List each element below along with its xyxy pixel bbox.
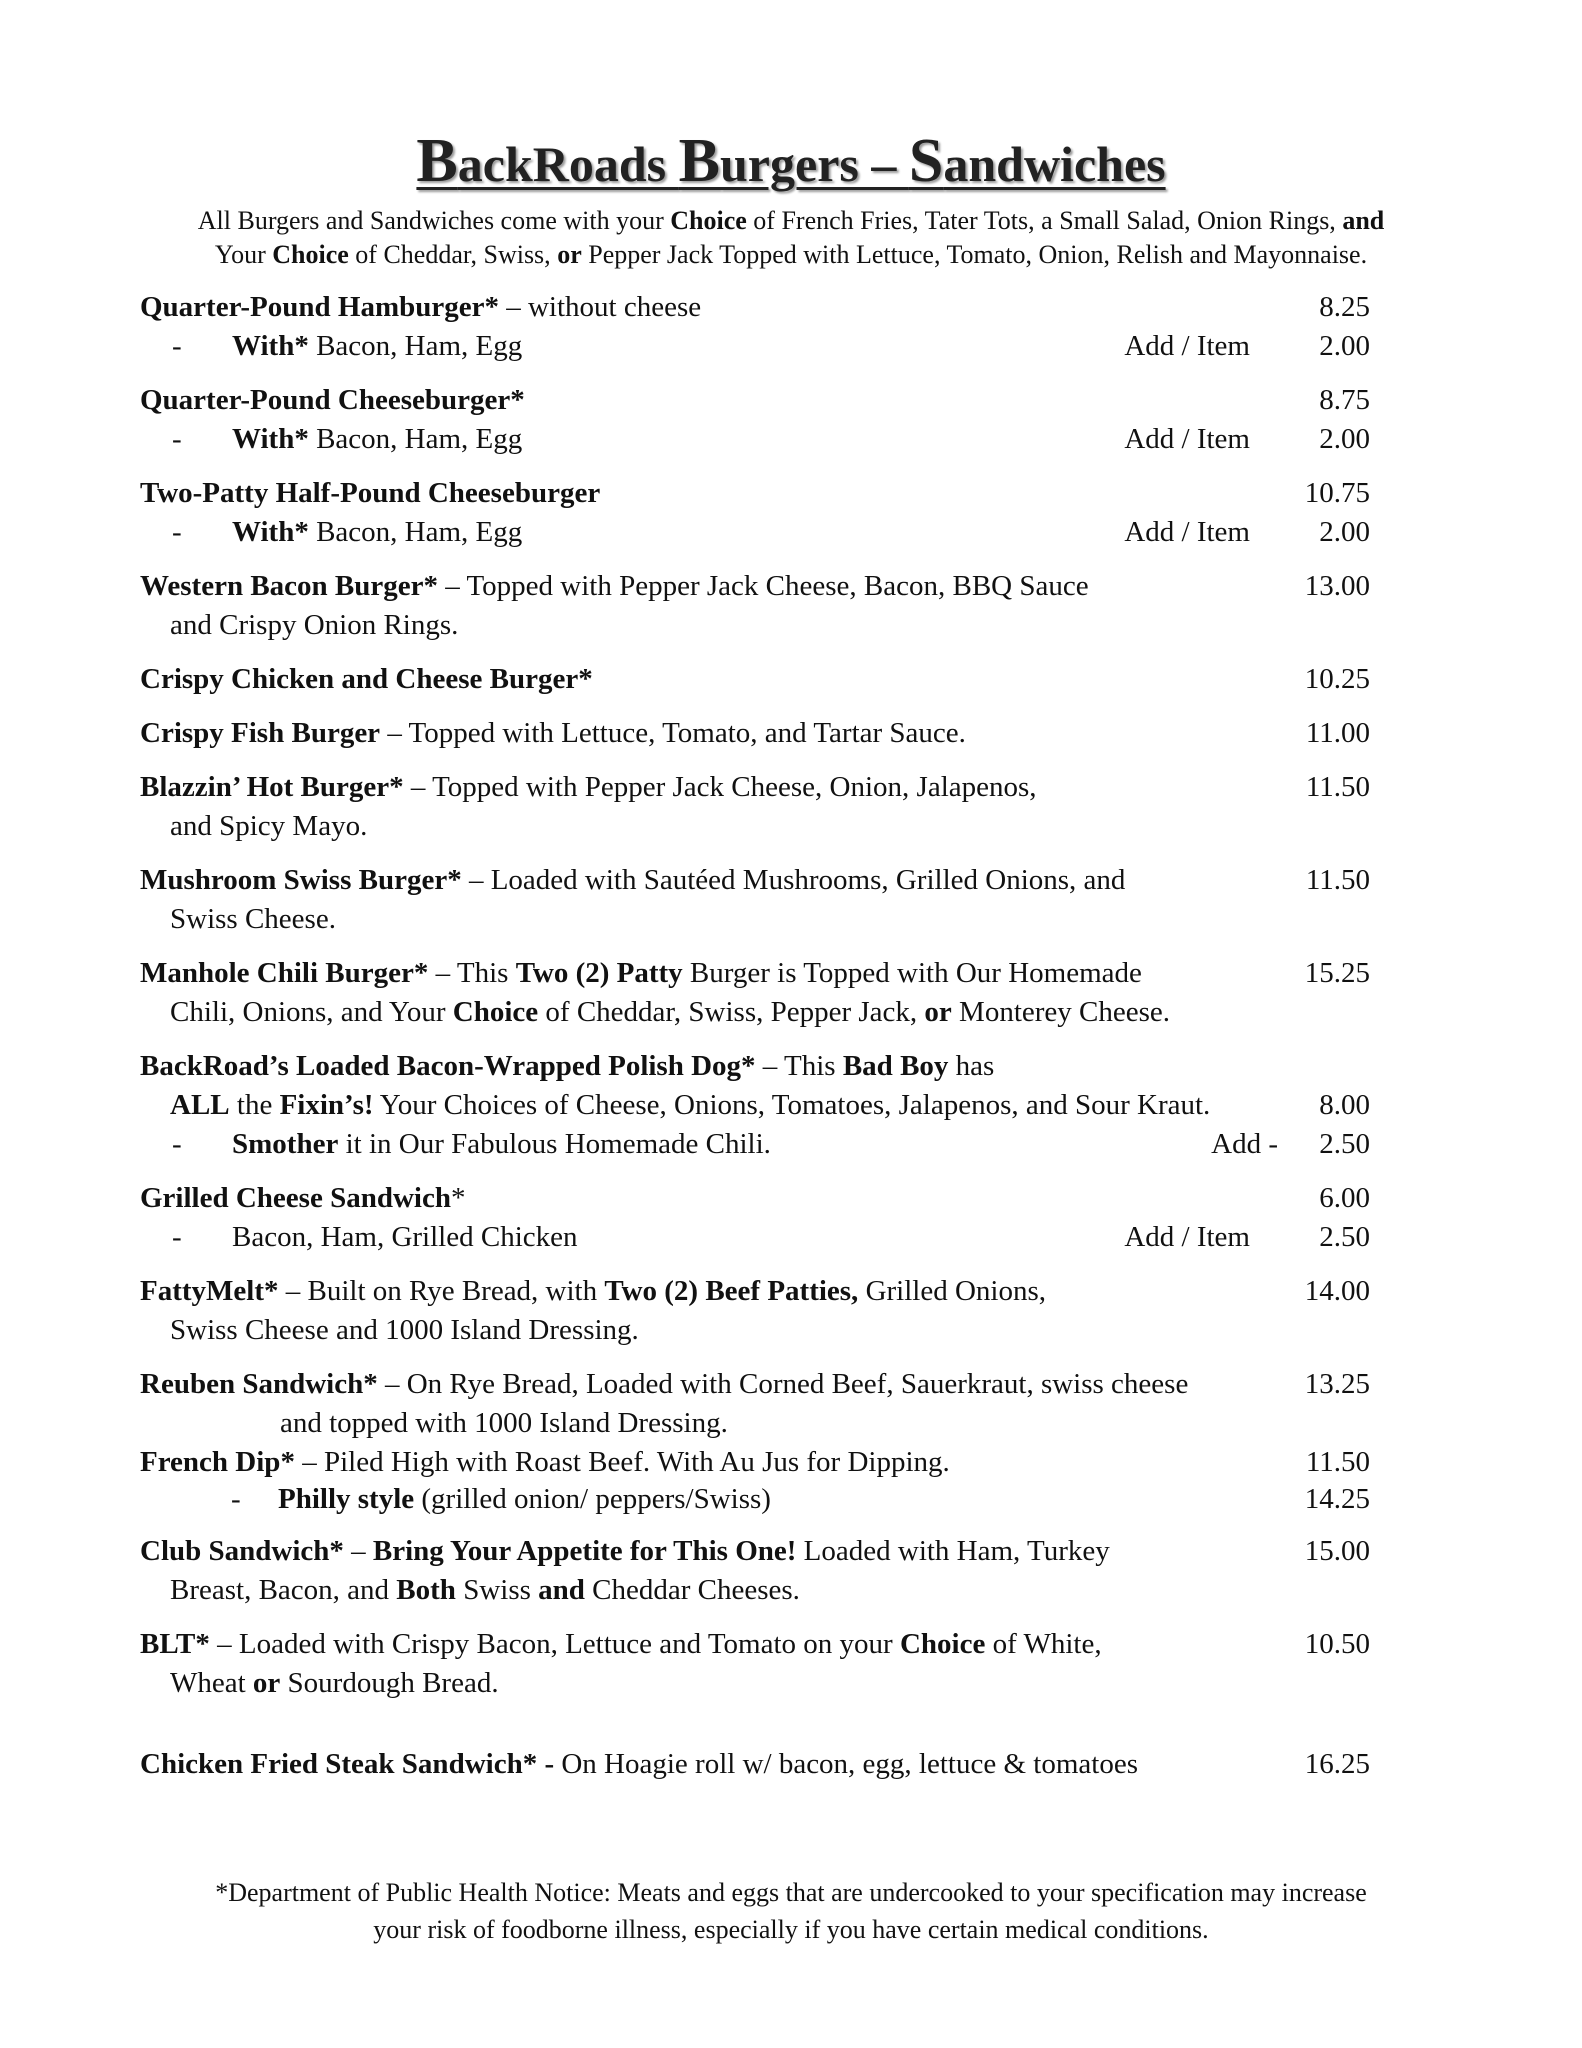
addon-label: Add - — [1211, 1128, 1278, 1160]
menu-item-crispy-chicken-cheese-burger — [140, 660, 1370, 699]
menu-item-reuben-sandwich: Reuben Sandwich* – On Rye Bread, Loaded with Corned Beef, Sauerkraut, swiss cheese 13.25 and topped with 1000 Island Dressing. — [140, 1365, 1370, 1443]
menu-item-mushroom-swiss-burger: Mushroom Swiss Burger* – Loaded with Sautéed Mushrooms, Grilled Onions, and 11.50 Swiss Cheese. — [140, 861, 1370, 939]
addon-label: Add / Item — [1124, 423, 1250, 455]
item-price: 11.50 — [1305, 771, 1370, 803]
item-price: 13.25 — [1304, 1368, 1370, 1400]
item-price: 11.00 — [1305, 717, 1370, 749]
addon-price: 14.25 — [1304, 1483, 1370, 1515]
addon-price: 2.00 — [1319, 330, 1370, 362]
item-desc: – On Rye Bread, Loaded with Corned Beef, Sauerkraut, swiss cheese — [377, 1368, 1189, 1400]
item-name: Two-Patty Half-Pound Cheeseburger — [140, 477, 601, 509]
item-price: 14.00 — [1304, 1275, 1370, 1307]
item-price: 10.50 — [1304, 1628, 1370, 1660]
health-notice: *Department of Public Health Notice: Meats and eggs that are undercooked to your specification may increase your risk of foodborne illness, especially if you have certain medical conditions. — [215, 1878, 1367, 1944]
item-name: Mushroom Swiss Burger* — [140, 864, 462, 896]
menu-item-quarter-pound-hamburger: Quarter-Pound Hamburger* – without cheese 8.25 - With* Bacon, Ham, Egg Add / Item 2.00 — [140, 288, 1370, 366]
item-name: Western Bacon Burger* — [140, 570, 439, 602]
item-name: BLT* — [140, 1628, 210, 1660]
addon-price: 2.50 — [1319, 1128, 1370, 1160]
item-desc: – Piled High with Roast Beef. With Au Jus for Dipping. — [294, 1446, 950, 1478]
item-name: Quarter-Pound Cheeseburger* — [140, 384, 525, 416]
item-price: 11.50 — [1305, 1446, 1370, 1478]
menu-item-crispy-fish-burger — [140, 714, 1370, 753]
addon-label: Add / Item — [1124, 330, 1250, 362]
item-name: Grilled Cheese Sandwich — [140, 1182, 451, 1214]
item-desc: – Loaded with Sautéed Mushrooms, Grilled Onions, and — [461, 864, 1126, 896]
item-desc: On Hoagie roll w/ bacon, egg, lettuce & tomatoes — [554, 1748, 1138, 1780]
menu-item-blt: BLT* – Loaded with Crispy Bacon, Lettuce and Tomato on your Choice of White, 10.50 Wheat or Sourdough Bread. — [140, 1625, 1370, 1703]
item-name: Club Sandwich* — [140, 1535, 344, 1567]
addon-price: 2.00 — [1319, 516, 1370, 548]
item-desc: – Topped with Pepper Jack Cheese, Onion, Jalapenos, — [403, 771, 1037, 803]
item-price: 11.50 — [1305, 864, 1370, 896]
menu-item-grilled-cheese-sandwich: Grilled Cheese Sandwich* 6.00 - Bacon, Ham, Grilled Chicken Add / Item 2.50 — [140, 1179, 1370, 1257]
menu-item-western-bacon-burger: Western Bacon Burger* – Topped with Pepper Jack Cheese, Bacon, BBQ Sauce 13.00 and Crispy Onion Rings. — [140, 567, 1370, 645]
menu-item-fattymelt: FattyMelt* – Built on Rye Bread, with Two (2) Beef Patties, Grilled Onions, 14.00 Swiss Cheese and 1000 Island Dressing. — [140, 1272, 1370, 1350]
menu-item-polish-dog: BackRoad’s Loaded Bacon-Wrapped Polish Dog* – This Bad Boy has ALL the Fixin’s! Your Choices of Cheese, Onions, Tomatoes, Jalapenos, and Sour Kraut. 8.00 - Smother it in Our Fabulous Homemade Chili. Add - 2.50 — [140, 1047, 1370, 1164]
item-price: 10.75 — [1304, 477, 1370, 509]
menu-list — [140, 288, 1370, 1784]
item-name: Manhole Chili Burger* — [140, 957, 429, 989]
item-name: Chicken Fried Steak Sandwich* - — [140, 1748, 555, 1780]
addon-label: Add / Item — [1124, 516, 1250, 548]
item-name: Reuben Sandwich* — [140, 1368, 378, 1400]
menu-item-two-patty-cheeseburger: Two-Patty Half-Pound Cheeseburger 10.75 - With* Bacon, Ham, Egg Add / Item 2.00 — [140, 474, 1370, 552]
menu-item-french-dip: French Dip* – Piled High with Roast Beef. With Au Jus for Dipping. 11.50 - Philly style (grilled onion/ peppers/Swiss) 14.25 — [140, 1443, 1370, 1517]
item-name: French Dip* — [140, 1446, 295, 1478]
menu-item-manhole-chili-burger: Manhole Chili Burger* – This Two (2) Patty Burger is Topped with Our Homemade 15.25 Chili, Onions, and Your Choice of Cheddar, Swiss, Pepper Jack, or Monterey Cheese. — [140, 954, 1370, 1032]
item-name: Crispy Fish Burger — [140, 717, 381, 749]
item-name: Blazzin’ Hot Burger* — [140, 771, 404, 803]
item-name: Quarter-Pound Hamburger* — [140, 291, 499, 323]
menu-item-quarter-pound-cheeseburger: Quarter-Pound Cheeseburger* 8.75 - With* Bacon, Ham, Egg Add / Item 2.00 — [140, 381, 1370, 459]
item-name: Crispy Chicken and Cheese Burger* — [140, 663, 593, 695]
item-name: BackRoad’s Loaded Bacon-Wrapped Polish Dog* — [140, 1050, 756, 1082]
item-price: 10.25 — [1304, 663, 1370, 695]
item-price: 6.00 — [1319, 1182, 1370, 1214]
item-price: 13.00 — [1304, 570, 1370, 602]
item-price: 8.75 — [1319, 384, 1370, 416]
addon-price: 2.50 — [1319, 1221, 1370, 1253]
item-desc: – without cheese — [498, 291, 702, 323]
menu-item-chicken-fried-steak-sandwich — [140, 1745, 1370, 1784]
item-name: FattyMelt* — [140, 1275, 279, 1307]
item-price: 8.25 — [1319, 291, 1370, 323]
page-title: BackRoads Burgers – Sandwiches — [416, 127, 1166, 195]
addon-label: Add / Item — [1124, 1221, 1250, 1253]
item-price: 16.25 — [1304, 1748, 1370, 1780]
menu-intro: All Burgers and Sandwiches come with your Choice of French Fries, Tater Tots, a Small Salad, Onion Rings, and Your Choice of Cheddar, Swiss, or Pepper Jack Topped with Lettuce, Tomato, Onion, Relish and Mayonnaise. — [197, 206, 1385, 269]
item-price: 15.00 — [1304, 1535, 1370, 1567]
item-desc: – Topped with Pepper Jack Cheese, Bacon, BBQ Sauce — [438, 570, 1089, 602]
item-price: 15.25 — [1304, 957, 1370, 989]
item-desc: – Topped with Lettuce, Tomato, and Tartar Sauce. — [380, 717, 966, 749]
item-price: 8.00 — [1319, 1089, 1370, 1121]
menu-item-blazzin-hot-burger: Blazzin’ Hot Burger* – Topped with Pepper Jack Cheese, Onion, Jalapenos, 11.50 and Spicy Mayo. — [140, 768, 1370, 846]
addon-price: 2.00 — [1319, 423, 1370, 455]
menu-item-club-sandwich: Club Sandwich* – Bring Your Appetite for This One! Loaded with Ham, Turkey 15.00 Breast, Bacon, and Both Swiss and Cheddar Cheeses. — [140, 1532, 1370, 1610]
